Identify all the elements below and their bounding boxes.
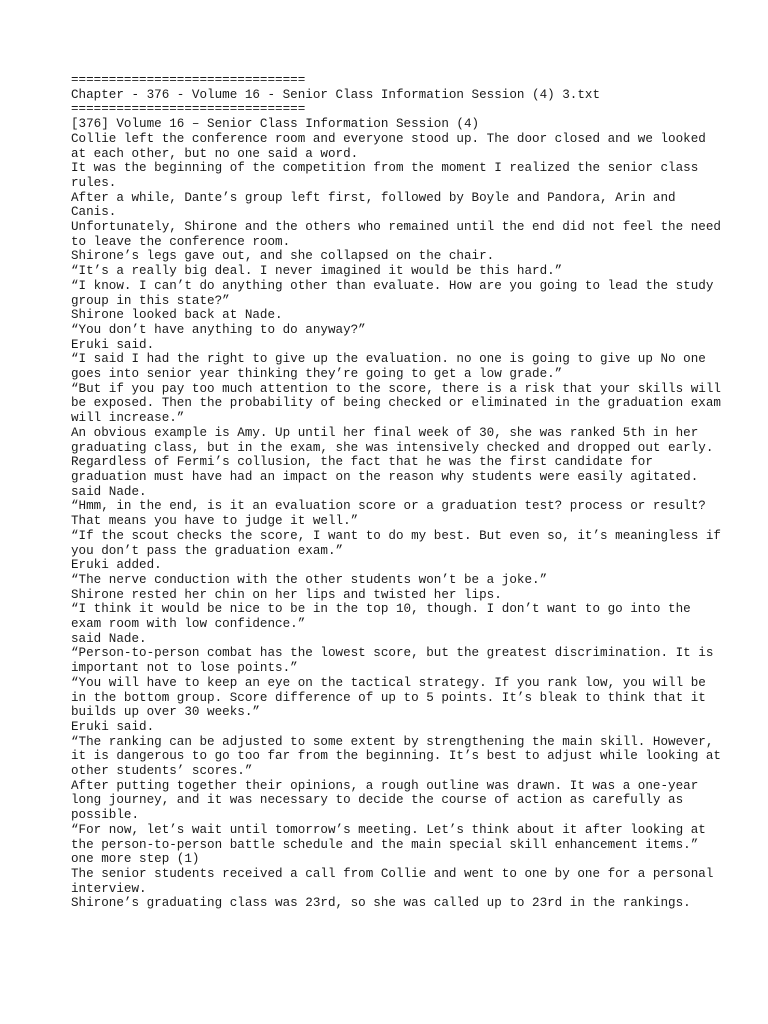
paragraph: “I said I had the right to give up the evaluation. no one is going to give up No one goes into senior year thinking they’re going to get a low grade.” bbox=[71, 352, 714, 382]
paragraph: “But if you pay too much attention to the score, there is a risk that your skills will be exposed. Then the probability of being checked or eliminated in the graduation exam will increase.” bbox=[71, 381, 729, 426]
paragraph: Eruki said. bbox=[71, 337, 155, 352]
paragraph: Eruki said. bbox=[71, 719, 155, 734]
document-text bbox=[71, 73, 728, 911]
paragraph: Shirone’s legs gave out, and she collapsed on the chair. bbox=[71, 249, 495, 264]
chapter-heading: [376] Volume 16 – Senior Class Information Session (4) bbox=[71, 117, 480, 132]
paragraph: “If the scout checks the score, I want to do my best. But even so, it’s meaningless if you don’t pass the graduation exam.” bbox=[71, 528, 729, 558]
separator-line: =============================== bbox=[71, 102, 306, 117]
paragraph: Unfortunately, Shirone and the others who remained until the end did not feel the need to leave the conference room. bbox=[71, 220, 729, 249]
paragraph: “You will have to keep an eye on the tactical strategy. If you rank low, you will be in the bottom group. Score difference of up to 5 points. It’s bleak to think that it builds up over 30 weeks.” bbox=[71, 675, 714, 720]
paragraph: An obvious example is Amy. Up until her final week of 30, she was ranked 5th in her graduating class, but in the exam, she was intensively checked and dropped out early. bbox=[71, 425, 714, 455]
paragraph: “Person-to-person combat has the lowest score, but the greatest discrimination. It is important not to lose points.” bbox=[71, 646, 721, 676]
paragraph: “I know. I can’t do anything other than evaluate. How are you going to lead the study group in this state?” bbox=[71, 278, 721, 308]
paragraph: “You don’t have anything to do anyway?” bbox=[71, 322, 366, 337]
paragraph: Shirone looked back at Nade. bbox=[71, 308, 283, 323]
paragraph: “For now, let’s wait until tomorrow’s meeting. Let’s think about it after looking at the person-to-person battle schedule and the main special skill enhancement items.” bbox=[71, 822, 714, 852]
paragraph: Collie left the conference room and everyone stood up. The door closed and we looked at each other, but no one said a word. bbox=[71, 131, 714, 161]
paragraph: It was the beginning of the competition from the moment I realized the senior class rules. bbox=[71, 161, 706, 190]
paragraph: said Nade. bbox=[71, 631, 147, 646]
paragraph: Shirone rested her chin on her lips and twisted her lips. bbox=[71, 587, 502, 602]
paragraph: “It’s a really big deal. I never imagined it would be this hard.” bbox=[71, 264, 563, 279]
paragraph: The senior students received a call from Collie and went to one by one for a personal interview. bbox=[71, 866, 721, 896]
paragraph: “The nerve conduction with the other students won’t be a joke.” bbox=[71, 572, 548, 587]
paragraph: “The ranking can be adjusted to some extent by strengthening the main skill. However, it is dangerous to go too far from the beginning. It’s best to adjust while looking at other students’ scores.” bbox=[71, 734, 729, 779]
paragraph: Regardless of Fermi’s collusion, the fact that he was the first candidate for graduation must have had an impact on the reason why students were easily agitated. bbox=[71, 455, 699, 484]
paragraph: After putting together their opinions, a rough outline was drawn. It was a one-year long journey, and it was necessary to decide the course of action as carefully as possible. bbox=[71, 778, 706, 823]
paragraph: Shirone’s graduating class was 23rd, so she was called up to 23rd in the rankings. bbox=[71, 896, 691, 911]
file-title: Chapter - 376 - Volume 16 - Senior Class Information Session (4) 3.txt bbox=[71, 87, 601, 102]
paragraph: said Nade. bbox=[71, 484, 147, 499]
paragraph: “Hmm, in the end, is it an evaluation score or a graduation test? process or result? That means you have to judge it well.” bbox=[71, 499, 714, 529]
paragraph: Eruki added. bbox=[71, 558, 162, 573]
separator-line: =============================== bbox=[71, 73, 306, 87]
paragraph: “I think it would be nice to be in the top 10, though. I don’t want to go into the exam room with low confidence.” bbox=[71, 602, 699, 632]
paragraph: After a while, Dante’s group left first, followed by Boyle and Pandora, Arin and Canis. bbox=[71, 190, 684, 220]
paragraph: one more step (1) bbox=[71, 852, 200, 867]
